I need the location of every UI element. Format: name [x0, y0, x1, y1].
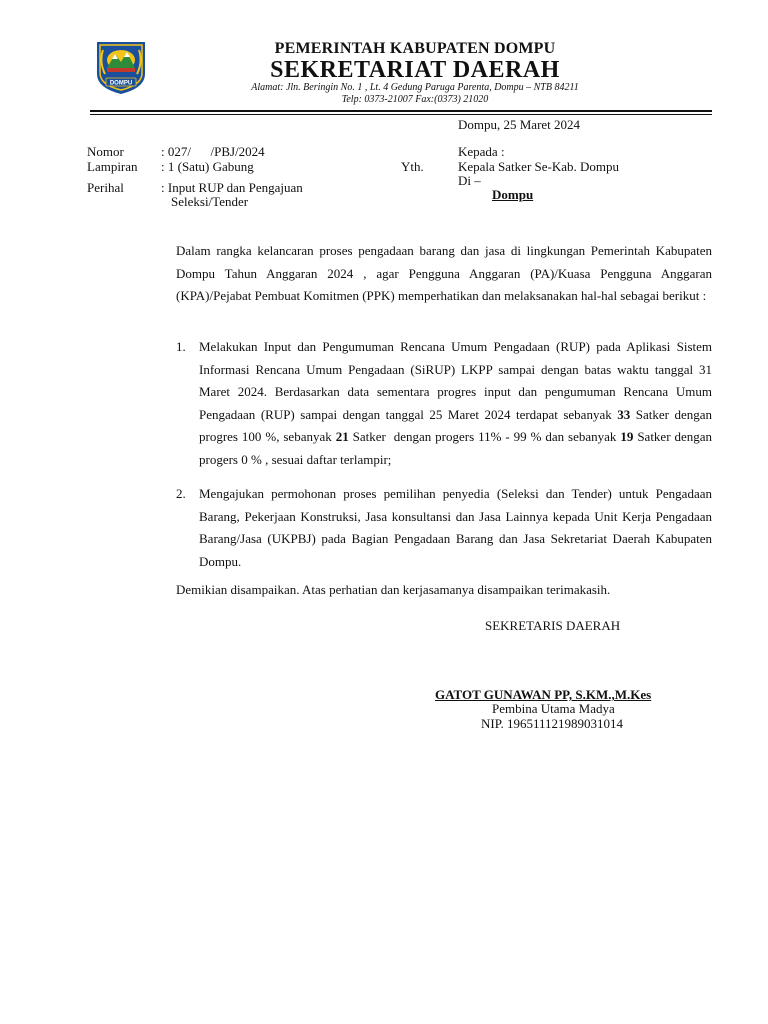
perihal-value-line2: Seleksi/Tender — [171, 194, 249, 209]
list-item-text: Mengajukan permohonan proses pemilihan penyedia (Seleksi dan Tender) untuk Pengadaan Barang, Pekerjaan Konstruksi, Jasa konsultansi dan Jasa Lainnya kepada Unit Kerja Pengadaan Barang/Jasa (UKPBJ) pada Bagian Pengadaan Barang dan Jasa Sekretariat Daerah Kabupaten Dompu. — [199, 486, 712, 569]
signature-title: SEKRETARIS DAERAH — [485, 618, 621, 633]
item1-text-b: Satker dengan progres 100 %, sebanyak — [199, 406, 713, 444]
intro-paragraph: Dalam rangka kelancaran proses pengadaan barang dan jasa di lingkungan Pemerintah Kabupaten Dompu Tahun Anggaran 2024 , agar Pengguna Anggaran (PA)/Kuasa Pengguna Anggaran (KPA)/Pejabat Pembuat Komitmen (PPK) memperhatikan dan melaksanakan hal-hal sebagai berikut : — [176, 243, 712, 303]
item1-text-a: Melakukan Input dan Pengumuman Rencana Umum Pengadaan (RUP) pada Aplikasi Sistem Informasi Rencana Umum Pengadaan (SiRUP) LKPP sampai dengan batas waktu tanggal 31 Maret 2024. Berdasarkan data sementara progres input dan pengumuman Rencana Umum Pengadaan (RUP) sampai dengan tanggal 25 Maret 2024 terdapat sebanyak — [199, 339, 712, 422]
list-item — [176, 483, 712, 573]
letterhead-divider-thin — [90, 114, 712, 115]
dompu-logo — [93, 38, 149, 96]
letterhead-office: SEKRETARIAT DAERAH — [270, 57, 560, 83]
lampiran-value: : 1 (Satu) Gabung — [161, 159, 254, 174]
item1-text-c: Satker dengan progers 11% - 99 % dan sebanyak — [352, 429, 617, 444]
letterhead-address: Alamat: Jln. Beringin No. 1 , Lt. 4 Gedung Paruga Parenta, Dompu – NTB 84211 — [251, 82, 579, 93]
letter-date: Dompu, 25 Maret 2024 — [458, 117, 581, 132]
signatory-name: GATOT GUNAWAN PP, S.KM.,M.Kes — [435, 687, 652, 702]
item1-text-d: Satker dengan progers 0 % , sesuai daftar terlampir; — [199, 429, 712, 467]
recipient-place: Dompu — [492, 187, 534, 202]
logo-text: DOMPU — [109, 80, 133, 87]
list-item-number: 2. — [176, 486, 186, 501]
yth-label: Yth. — [401, 159, 424, 174]
signatory-nip: NIP. 196511121989031014 — [481, 716, 624, 731]
kepada-label: Kepada : — [458, 144, 505, 159]
letterhead-government: PEMERINTAH KABUPATEN DOMPU — [274, 40, 556, 57]
list-item-number: 1. — [176, 339, 186, 354]
recipient-name: Kepala Satker Se-Kab. Dompu — [458, 159, 620, 174]
closing-sentence: Demikian disampaikan. Atas perhatian dan kerjasamanya disampaikan terimakasih. — [176, 582, 611, 597]
list-item — [176, 336, 712, 486]
recipient-di: Di – — [458, 173, 481, 188]
list-item-text — [199, 336, 712, 471]
nomor-value: : 027/ /PBJ/2024 — [161, 144, 265, 159]
dompu-emblem-icon — [93, 38, 149, 96]
perihal-label: Perihal — [87, 180, 124, 195]
count-progress-0: 19 — [620, 429, 634, 444]
perihal-value-line1: : Input RUP dan Pengajuan — [161, 180, 303, 195]
lampiran-label: Lampiran — [87, 159, 138, 174]
count-progress-100: 33 — [617, 406, 631, 422]
signatory-rank: Pembina Utama Madya — [492, 701, 615, 716]
count-progress-11-99: 21 — [335, 429, 349, 444]
nomor-label: Nomor — [87, 144, 124, 159]
letterhead-phone: Telp: 0373-21007 Fax:(0373) 21020 — [341, 94, 489, 105]
letterhead-divider — [90, 110, 712, 112]
